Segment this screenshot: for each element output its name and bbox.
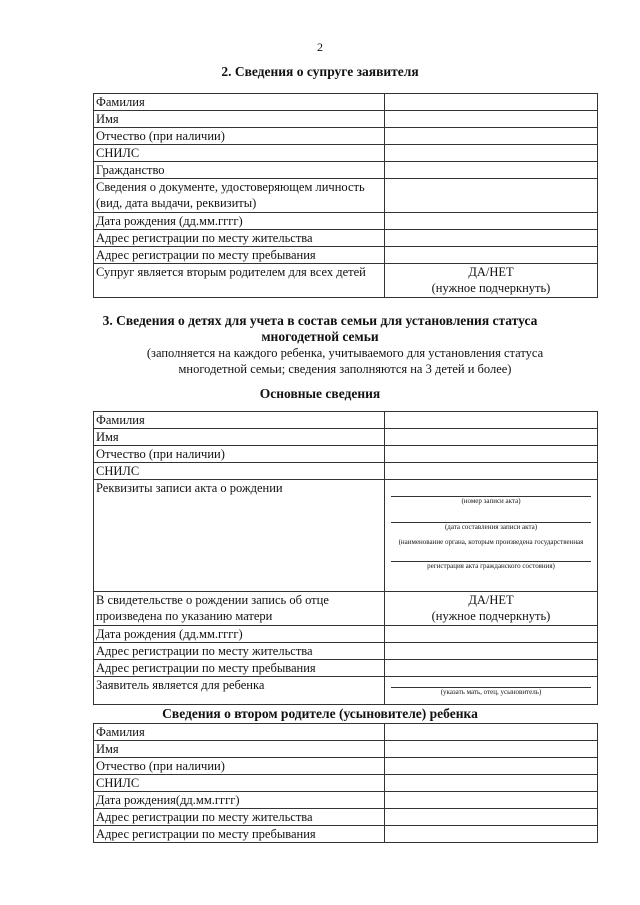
- table-row: [94, 247, 598, 264]
- field-value[interactable]: [385, 145, 598, 162]
- field-label: Адрес регистрации по месту жительства: [94, 809, 385, 826]
- table-row: [94, 643, 598, 660]
- field-label: СНИЛС: [94, 463, 385, 480]
- relation-hint: (указать мать, отец, усыновитель): [440, 688, 542, 696]
- field-label: Дата рождения(дд.мм.гггг): [94, 792, 385, 809]
- field-label: Адрес регистрации по месту пребывания: [94, 660, 385, 677]
- field-label: Адрес регистрации по месту пребывания: [94, 826, 385, 843]
- table-row: [94, 724, 598, 741]
- child-table: [93, 411, 598, 705]
- field-value[interactable]: [385, 758, 598, 775]
- section2-title: 2. Сведения о супруге заявителя: [221, 64, 419, 79]
- table-row: [94, 480, 598, 592]
- relation-line[interactable]: [391, 677, 591, 688]
- table-row: [94, 677, 598, 705]
- table-row: [94, 94, 598, 111]
- act-number-hint: (номер записи акта): [461, 497, 521, 505]
- section3-title-line1: 3. Сведения о детях для учета в состав семьи для установления статуса: [102, 313, 538, 328]
- table-row: [94, 179, 598, 213]
- field-label: Супруг является вторым родителем для всех детей: [94, 264, 385, 298]
- table-row: [94, 412, 598, 429]
- field-label: Сведения о документе, удостоверяющем личность (вид, дата выдачи, реквизиты): [94, 179, 385, 213]
- table-row: [94, 162, 598, 179]
- act-date-line[interactable]: [391, 512, 591, 523]
- section3-note-line2: многодетной семьи; сведения заполняются на 3 детей и более): [178, 362, 512, 376]
- second-parent-title: Сведения о втором родителе (усыновителе) ребенка: [162, 706, 478, 721]
- relation-field[interactable]: [385, 677, 598, 705]
- field-value[interactable]: [385, 179, 598, 213]
- registry-office-hint: (наименование органа, которым произведена государственная: [398, 538, 584, 546]
- field-value[interactable]: [385, 213, 598, 230]
- field-label: Адрес регистрации по месту жительства: [94, 230, 385, 247]
- yes-no-label: ДА/НЕТ: [468, 593, 514, 607]
- table-row: [94, 592, 598, 626]
- underline-hint: (нужное подчеркнуть): [431, 609, 551, 623]
- table-row: [94, 626, 598, 643]
- table-row: [94, 792, 598, 809]
- table-row: [94, 111, 598, 128]
- field-value[interactable]: [385, 247, 598, 264]
- field-label: СНИЛС: [94, 775, 385, 792]
- field-label: Фамилия: [94, 724, 385, 741]
- table-row: [94, 463, 598, 480]
- registry-office-hint-2: регистрация акта гражданского состояния): [427, 562, 555, 570]
- registry-office-line[interactable]: [391, 547, 591, 562]
- field-label: Адрес регистрации по месту жительства: [94, 643, 385, 660]
- field-value[interactable]: [385, 162, 598, 179]
- field-value[interactable]: [385, 775, 598, 792]
- section3-title-line2: многодетной семьи: [261, 329, 379, 344]
- field-label: Гражданство: [94, 162, 385, 179]
- field-value[interactable]: [385, 809, 598, 826]
- table-row: [94, 429, 598, 446]
- basic-info-title: Основные сведения: [259, 386, 381, 401]
- field-value[interactable]: [385, 792, 598, 809]
- field-value[interactable]: [385, 429, 598, 446]
- table-row: [94, 826, 598, 843]
- yes-no-choice[interactable]: [385, 264, 598, 298]
- field-label: Фамилия: [94, 412, 385, 429]
- field-label: Отчество (при наличии): [94, 758, 385, 775]
- field-label: В свидетельстве о рождении запись об отце произведена по указанию матери: [94, 592, 385, 626]
- birth-act-fields[interactable]: [385, 480, 598, 592]
- yes-no-label: ДА/НЕТ: [468, 265, 514, 279]
- field-value[interactable]: [385, 463, 598, 480]
- field-value[interactable]: [385, 230, 598, 247]
- field-label: Отчество (при наличии): [94, 446, 385, 463]
- table-row: [94, 758, 598, 775]
- act-date-hint: (дата составления записи акта): [444, 523, 538, 531]
- field-value[interactable]: [385, 94, 598, 111]
- table-row: [94, 809, 598, 826]
- field-label: Реквизиты записи акта о рождении: [94, 480, 385, 592]
- field-label: Отчество (при наличии): [94, 128, 385, 145]
- field-value[interactable]: [385, 412, 598, 429]
- table-row: [94, 128, 598, 145]
- table-row: [94, 145, 598, 162]
- field-label: Имя: [94, 111, 385, 128]
- table-row: [94, 741, 598, 758]
- field-label: Дата рождения (дд.мм.гггг): [94, 626, 385, 643]
- field-label: СНИЛС: [94, 145, 385, 162]
- act-number-line[interactable]: [391, 486, 591, 497]
- field-value[interactable]: [385, 128, 598, 145]
- field-value[interactable]: [385, 111, 598, 128]
- field-value[interactable]: [385, 626, 598, 643]
- field-label: Имя: [94, 741, 385, 758]
- page-number: 2: [317, 40, 323, 54]
- field-label: Адрес регистрации по месту пребывания: [94, 247, 385, 264]
- field-value[interactable]: [385, 660, 598, 677]
- field-label: Заявитель является для ребенка: [94, 677, 385, 705]
- table-row: [94, 660, 598, 677]
- field-value[interactable]: [385, 724, 598, 741]
- field-value[interactable]: [385, 446, 598, 463]
- table-row: [94, 775, 598, 792]
- field-label: Фамилия: [94, 94, 385, 111]
- field-label: Имя: [94, 429, 385, 446]
- underline-hint: (нужное подчеркнуть): [431, 281, 551, 295]
- table-row: [94, 446, 598, 463]
- spouse-table: [93, 93, 598, 298]
- table-row: [94, 264, 598, 298]
- section3-note-line1: (заполняется на каждого ребенка, учитываемого для установления статуса: [146, 346, 544, 360]
- field-value[interactable]: [385, 643, 598, 660]
- second-parent-table: [93, 723, 598, 843]
- field-value[interactable]: [385, 741, 598, 758]
- field-value[interactable]: [385, 826, 598, 843]
- yes-no-choice[interactable]: [385, 592, 598, 626]
- table-row: [94, 213, 598, 230]
- table-row: [94, 230, 598, 247]
- field-label: Дата рождения (дд.мм.гггг): [94, 213, 385, 230]
